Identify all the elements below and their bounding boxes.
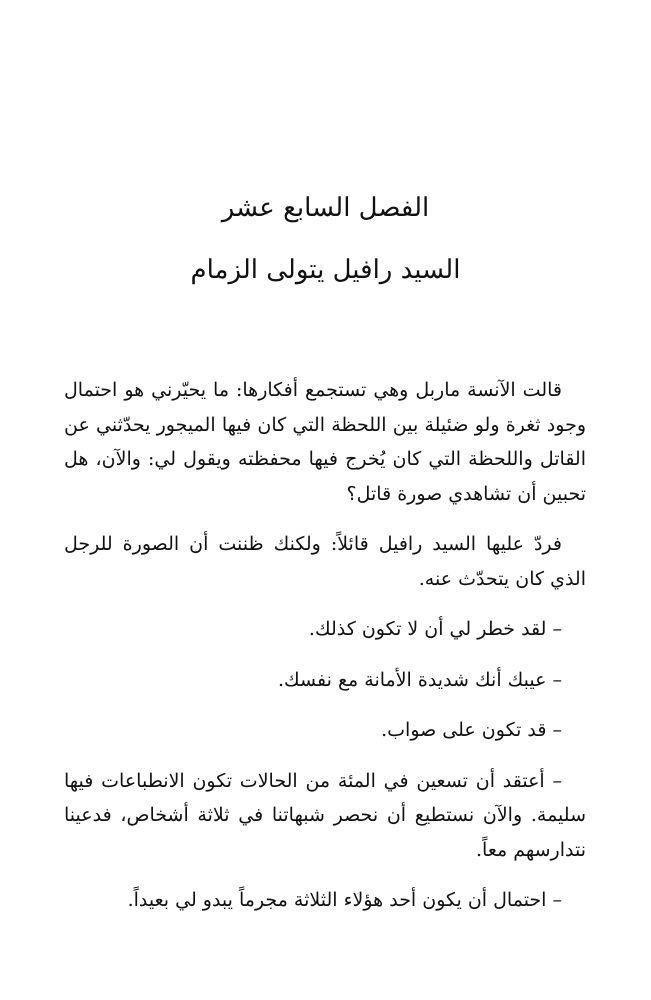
chapter-number: الفصل السابع عشر [221,193,430,223]
chapter-heading [0,186,651,292]
dialogue-line: – قد تكون على صواب. [381,719,562,741]
dialogue-line: – عيبك أنك شديدة الأمانة مع نفسك. [278,668,562,691]
dialogue-line: – أعتقد أن تسعين في المئة من الحالات تكون الانطباعات فيها سليمة. والآن نستطيع أن نحصر شبهاتنا في ثلاثة أشخاص، فدعينا نتدارسهم معاً. [64,769,586,861]
paragraph: قالت الآنسة ماربل وهي تستجمع أفكارها: ما يحيّرني هو احتمال وجود ثغرة ولو ضئيلة بين اللحظة التي كان فيها الميجور يحدّثني عن القاتل واللحظة التي كان يُخرج فيها محفظته ويقول لي: والآن، هل تحبين أن تشاهدي صورة قاتل؟ [64,379,586,505]
dialogue-line: – احتمال أن يكون أحد هؤلاء الثلاثة مجرماً يبدو لي بعيداً. [127,889,562,911]
chapter-body [64,373,586,934]
chapter-title: السيد رافيل يتولى الزمام [190,255,461,285]
paragraph: فردّ عليها السيد رافيل قائلاً: ولكنك ظننت أن الصورة للرجل الذي كان يتحدّث عنه. [64,533,586,590]
dialogue-line: – لقد خطر لي أن لا تكون كذلك. [308,618,562,640]
